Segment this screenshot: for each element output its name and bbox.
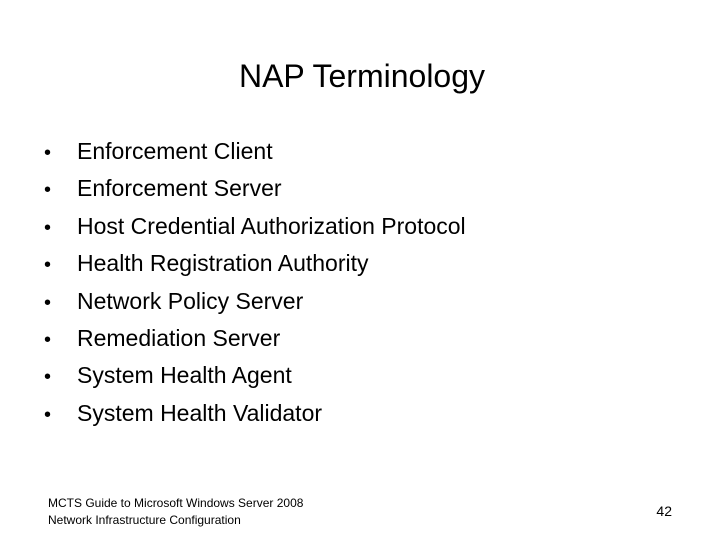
list-item <box>44 283 466 320</box>
list-item <box>44 320 466 357</box>
bullet-icon: • <box>44 254 52 277</box>
bullet-text: Remediation Server <box>77 324 281 351</box>
list-item <box>44 208 466 245</box>
footer-course-title <box>48 495 303 529</box>
bullet-list <box>44 133 466 432</box>
footer-line-1: MCTS Guide to Microsoft Windows Server 2008 <box>48 496 304 510</box>
bullet-text: Enforcement Server <box>77 175 282 202</box>
bullet-text: Host Credential Authorization Protocol <box>77 212 466 239</box>
slide-title <box>0 54 720 98</box>
bullet-icon: • <box>44 328 52 351</box>
bullet-icon: • <box>44 366 52 389</box>
bullet-text: System Health Validator <box>77 399 323 426</box>
bullet-icon: • <box>44 179 52 202</box>
list-item <box>44 133 466 170</box>
list-item <box>44 170 466 207</box>
bullet-icon: • <box>44 403 52 426</box>
bullet-text: System Health Agent <box>77 362 292 389</box>
list-item <box>44 357 466 394</box>
bullet-text: Health Registration Authority <box>77 250 369 277</box>
bullet-icon: • <box>44 291 52 314</box>
slide-title-text: NAP Terminology <box>238 58 486 94</box>
list-item <box>44 245 466 282</box>
bullet-icon: • <box>44 216 52 239</box>
bullet-text: Enforcement Client <box>77 138 273 164</box>
page-number: 42 <box>656 503 672 519</box>
bullet-text: Network Policy Server <box>77 287 304 314</box>
bullet-icon: • <box>44 142 52 164</box>
footer-line-2: Network Infrastructure Configuration <box>48 513 241 527</box>
list-item <box>44 395 466 432</box>
